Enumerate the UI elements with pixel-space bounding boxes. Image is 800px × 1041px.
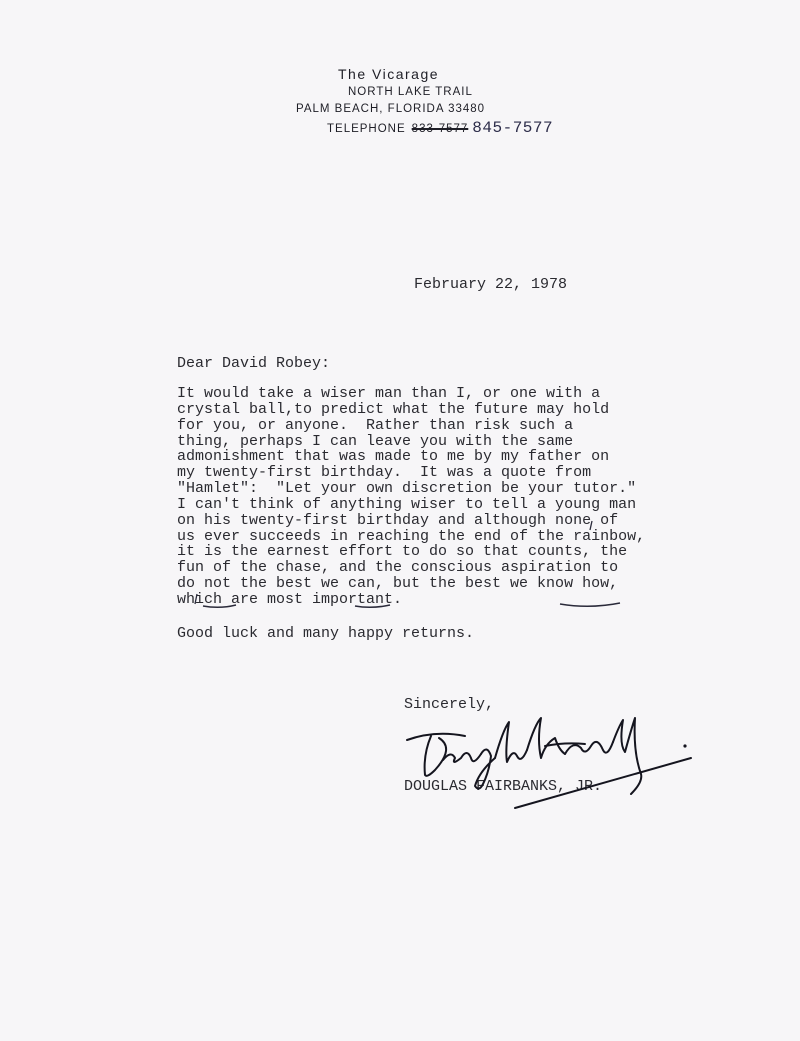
- phone-new-number: 845-7577: [472, 119, 554, 137]
- phone-old-number: 833-7577: [411, 123, 469, 135]
- signer-name: DOUGLAS FAIRBANKS, JR.: [404, 778, 603, 795]
- body-line: admonishment that was made to me by my father on: [177, 448, 610, 466]
- letterhead-city: PALM BEACH, FLORIDA 33480: [296, 103, 486, 115]
- body-line: it is the earnest effort to do so that counts, the: [177, 543, 628, 561]
- body-line: do not the best we can, but the best we know how,: [177, 575, 619, 593]
- body-line: "Hamlet": "Let your own discretion be your tutor.": [177, 480, 637, 498]
- body-line: fun of the chase, and the conscious aspiration to: [177, 559, 619, 577]
- body-line: I can't think of anything wiser to tell a young man: [177, 495, 637, 513]
- sign-off: Sincerely,: [404, 696, 495, 713]
- body-line: which are most important.: [177, 590, 403, 608]
- letterhead-phone: [327, 119, 553, 137]
- phone-label: TELEPHONE: [327, 123, 406, 135]
- closing-line: Good luck and many happy returns.: [177, 625, 475, 642]
- letter-body: [177, 386, 645, 608]
- letterhead-street: NORTH LAKE TRAIL: [348, 86, 473, 98]
- body-line: for you, or anyone. Rather than risk such a: [177, 416, 574, 434]
- body-line: It would take a wiser man than I, or one with a: [177, 385, 601, 402]
- signature: [395, 700, 705, 820]
- letter-date: February 22, 1978: [414, 276, 568, 293]
- body-line: crystal ball,to predict what the future may hold: [177, 400, 610, 418]
- salutation: Dear David Robey:: [177, 355, 331, 372]
- body-line: us ever succeeds in reaching the end of the rainbow,: [177, 527, 646, 545]
- body-line: on his twenty-first birthday and although none of: [177, 511, 619, 529]
- body-line: my twenty-first birthday. It was a quote from: [177, 464, 592, 482]
- letterhead-name: The Vicarage: [338, 66, 440, 82]
- body-line: thing, perhaps I can leave you with the same: [177, 432, 574, 450]
